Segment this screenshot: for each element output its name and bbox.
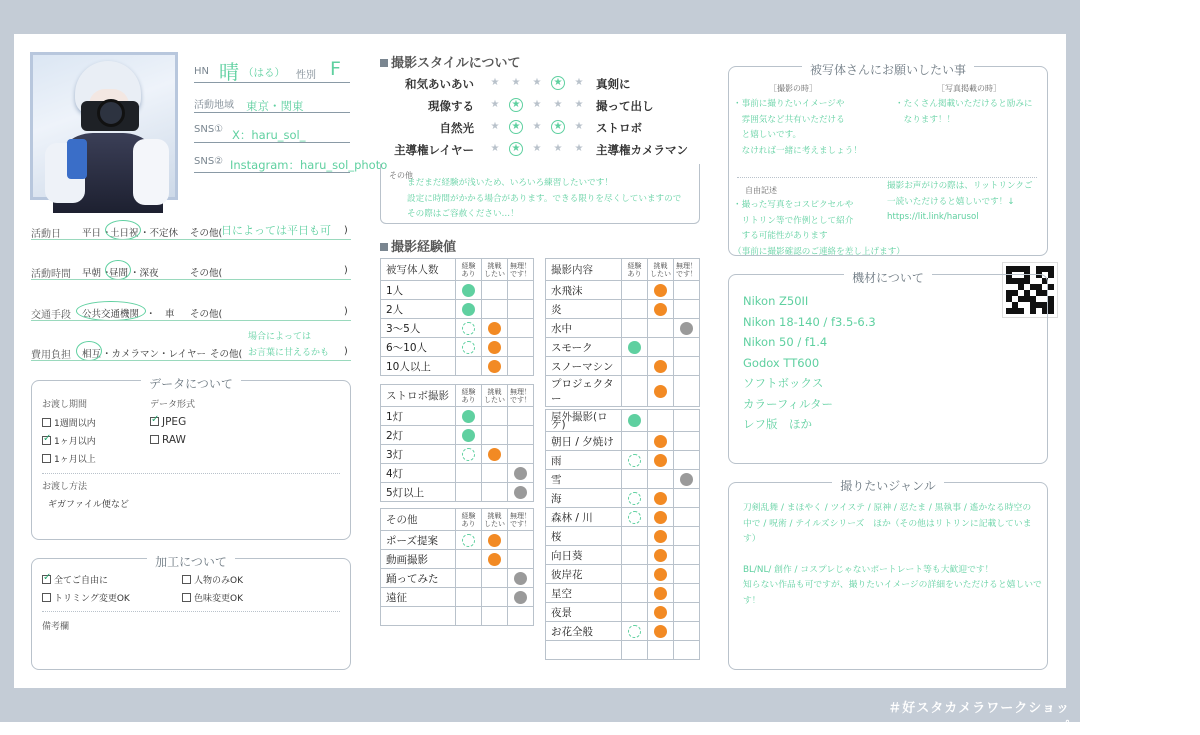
style-title: 撮影スタイルについて (380, 52, 520, 71)
post-text: ・たくさん掲載いただけると励みに なります！！ (895, 99, 1033, 125)
exp-mark (628, 492, 641, 505)
transport-selected-circle (76, 301, 146, 321)
format-raw-checkbox[interactable] (150, 435, 159, 444)
activity-time-label: 活動時間 (31, 269, 71, 280)
exp-mark (628, 414, 641, 427)
exp-mark (654, 625, 667, 638)
sns1-label: SNS① (194, 124, 224, 135)
exp-mark (654, 303, 667, 316)
time-night: ・深夜 (130, 268, 159, 279)
format-raw[interactable]: RAW (150, 434, 186, 446)
equipment-list: Nikon Z50II Nikon 18-140 / f3.5-6.3 Nikon 50 / f1.4 Godox TT600 ソフトボックス カラーフィルター レフ版 ほか (743, 294, 876, 431)
exp-mark (654, 549, 667, 562)
exp-col-header: 挑戦 したい (482, 259, 508, 281)
style-row-mood: 和気あいあい ★ ★ ★ ★ ★ 真剣に (405, 77, 631, 91)
proc-color-checkbox[interactable] (182, 593, 191, 602)
exp-mark (462, 410, 475, 423)
days-other-label: その他( (190, 228, 223, 239)
days-weekend: 土日祝 (110, 228, 139, 239)
time-daytime: 昼間 (109, 268, 129, 279)
activity-days-label: 活動日 (31, 229, 61, 240)
exp-mark (654, 587, 667, 600)
profile-sheet (14, 34, 1066, 688)
days-selected-circle (105, 220, 141, 240)
table-row: 夜景 (546, 603, 700, 622)
table-row: 朝日 / 夕焼け (546, 432, 700, 451)
proc-trimming[interactable]: トリミング変更OK (42, 591, 130, 604)
exp-col-header: 無理！ です！ (508, 259, 534, 281)
exp-mark (680, 473, 693, 486)
processing-section (31, 555, 351, 670)
transport-other-label: その他( (190, 309, 223, 320)
table-row: お花全般 (546, 622, 700, 641)
free-text: ・撮った写真をコスピクセルや リトリン等で作例として紹介 する可能性があります （事前に撮影確認のご連絡を差し上げます） (733, 200, 905, 257)
table-row (546, 641, 700, 660)
hn-reading: （はる） (243, 67, 285, 79)
table-row: 踊ってみた (381, 569, 534, 588)
exp-mark (488, 341, 501, 354)
table-row: プロジェクター (546, 376, 700, 407)
style-row-lead: 主導権レイヤー ★ ★ ★ ★ ★ 主導権カメラマン (394, 143, 688, 157)
table-row: 6～10人 (381, 338, 534, 357)
exp-mark (680, 322, 693, 335)
table-row: 炎 (546, 300, 700, 319)
days-close: ) (344, 225, 348, 236)
exp-mark (462, 284, 475, 297)
hn-value: 晴 (219, 60, 239, 84)
exp-table-header: 被写体人数 (381, 259, 456, 281)
period-over-1month-checkbox[interactable] (42, 454, 51, 463)
exp-col-header: 経験 あり (456, 259, 482, 281)
style-develop-selected: ★ (509, 98, 523, 112)
notes-label: 備考欄 (42, 622, 70, 632)
equipment-title: 機材について (844, 271, 932, 285)
days-sep: ・ (102, 228, 112, 239)
exp-mark (514, 572, 527, 585)
table-row: 雨 (546, 451, 700, 470)
table-row: 5灯以上 (381, 483, 534, 502)
profile-photo (30, 52, 178, 200)
exp-table-strobe (380, 384, 534, 502)
transport-car: ・ 車 (146, 309, 175, 320)
table-row: 2灯 (381, 426, 534, 445)
data-section (31, 377, 351, 540)
table-row: 3灯 (381, 445, 534, 464)
exp-mark (462, 303, 475, 316)
exp-mark (488, 534, 501, 547)
exp-col-header: 経験 あり (456, 509, 482, 531)
exp-table-header: 撮影内容 (546, 259, 622, 281)
gender-label: 性別 (296, 70, 316, 81)
area-value: 東京・関東 (246, 99, 304, 113)
table-row: 彼岸花 (546, 565, 700, 584)
exp-mark (514, 467, 527, 480)
exp-mark (654, 492, 667, 505)
shoot-text: ・事前に撮りたいイメージや 雰囲気など共有いただける と嬉しいです。 なければ一緒に考えましょう！ (733, 99, 862, 156)
style-light-selected-2: ★ (551, 120, 565, 134)
table-row: 水飛沫 (546, 281, 700, 300)
style-row-light: 自然光 ★ ★ ★ ★ ★ ストロボ (439, 121, 642, 135)
exp-mark (654, 606, 667, 619)
exp-mark (654, 511, 667, 524)
exp-mark (488, 553, 501, 566)
exp-mark (628, 625, 641, 638)
period-1week-checkbox[interactable] (42, 418, 51, 427)
proc-color[interactable]: 色味変更OK (182, 591, 243, 604)
exp-mark (462, 322, 475, 335)
period-1month-checkbox[interactable] (42, 436, 51, 445)
time-other-label: その他( (190, 268, 223, 279)
table-row: スノーマシン (546, 357, 700, 376)
table-row: 雪 (546, 470, 700, 489)
exp-col-header: 経験 あり (456, 385, 482, 407)
free-label: 自由記述 (745, 186, 777, 195)
exp-mark (628, 454, 641, 467)
style-light-selected-1: ★ (509, 120, 523, 134)
exp-col-header: 挑戦 したい (648, 259, 674, 281)
exp-col-header (648, 410, 674, 432)
table-row: 海 (546, 489, 700, 508)
style-other-text: まだまだ経験が浅いため、いろいろ練習したいです！ 設定に時間がかかる場合があります。できる限りを尽くしていますので その際はご容赦ください…！ (407, 178, 682, 219)
exp-col-header (622, 410, 648, 432)
transport-label: 交通手段 (31, 310, 71, 321)
table-row: 向日葵 (546, 546, 700, 565)
exp-table-outdoor (545, 409, 700, 660)
exp-mark (514, 486, 527, 499)
format-label: データ形式 (150, 400, 196, 410)
format-jpeg-checkbox[interactable] (150, 417, 159, 426)
period-label: お渡し期間 (42, 400, 88, 410)
cost-other-value-2: お言葉に甘えるかも (248, 348, 330, 358)
exp-mark (654, 530, 667, 543)
genres-title: 撮りたいジャンル (832, 479, 943, 493)
exp-mark (654, 385, 667, 398)
table-row: 4灯 (381, 464, 534, 483)
exp-mark (514, 591, 527, 604)
data-section-title: データについて (141, 377, 241, 391)
exp-mark (488, 448, 501, 461)
exp-mark (462, 341, 475, 354)
table-row: 森林 / 川 (546, 508, 700, 527)
proc-trimming-checkbox[interactable] (42, 593, 51, 602)
exp-table-content (545, 258, 700, 407)
footer-hashtag: ＃好スタカメラワークショップ (888, 701, 1070, 735)
equipment-section (728, 271, 1048, 464)
gender-value: F (330, 58, 341, 80)
exp-mark (488, 360, 501, 373)
cost-other-value-1: 場合によっては (248, 332, 312, 342)
exp-mark (654, 454, 667, 467)
transport-public: 公共交通機関 (82, 309, 140, 320)
table-row: 10人以上 (381, 357, 534, 376)
days-other-value: 日によっては平日も可 (221, 224, 331, 237)
exp-mark (654, 435, 667, 448)
processing-title: 加工について (147, 555, 235, 569)
exp-mark (462, 448, 475, 461)
method-value: ギガファイル便など (48, 500, 129, 510)
exp-col-header (674, 410, 700, 432)
proc-person-only-checkbox[interactable] (182, 575, 191, 584)
period-over-1month[interactable]: 1ヶ月以上 (42, 452, 96, 465)
post-header: ［写真掲載の時］ (937, 84, 1001, 93)
hn-label: HN (194, 66, 209, 77)
table-row: 2人 (381, 300, 534, 319)
exp-mark (654, 568, 667, 581)
cost-label: 費用負担 (31, 350, 71, 361)
cost-camera-layer: ・カメラマン・レイヤー (102, 349, 207, 360)
link-text: 撮影お声がけの際は、リットリンクご 一読いただけると嬉しいです！↓ https://lit.link/harusol (887, 181, 1033, 222)
exp-mark (628, 341, 641, 354)
exp-col-header: 無理！ です！ (508, 509, 534, 531)
transport-close: ) (344, 306, 348, 317)
table-row (381, 607, 534, 626)
exp-col-header: 経験 あり (622, 259, 648, 281)
sns2-value: Instagram：haru_sol_photo (230, 158, 388, 172)
sns2-label: SNS② (194, 156, 224, 167)
days-irregular: ・不定休 (140, 228, 179, 239)
exp-mark (462, 429, 475, 442)
exp-table-other (380, 508, 534, 626)
time-morning: 早朝 (82, 268, 102, 279)
exp-table-header: その他 (381, 509, 456, 531)
cost-close: ) (344, 346, 348, 357)
exp-col-header: 無理！ です！ (508, 385, 534, 407)
sns1-value: X：haru_sol_ (232, 128, 306, 142)
table-row: 桜 (546, 527, 700, 546)
proc-all-free[interactable]: ✓全てご自由に (42, 573, 108, 586)
days-weekday: 平日 (82, 228, 102, 239)
exp-col-header: 無理！ です！ (674, 259, 700, 281)
exp-mark (654, 284, 667, 297)
style-rows (380, 74, 710, 162)
requests-title: 被写体さんにお願いしたい事 (802, 63, 974, 77)
period-1month[interactable]: ✓1ヶ月以内 (42, 434, 96, 447)
shoot-header: ［撮影の時］ (769, 84, 817, 93)
exp-mark (488, 322, 501, 335)
exp-table-header: ストロボ撮影 (381, 385, 456, 407)
table-row: 動画撮影 (381, 550, 534, 569)
style-other-box (380, 164, 700, 224)
cost-other-label: その他( (210, 349, 243, 360)
cost-mutual: 相互 (82, 349, 102, 360)
exp-table-header: 屋外撮影(ロケ) (546, 410, 622, 432)
table-row: 3～5人 (381, 319, 534, 338)
table-row: 1人 (381, 281, 534, 300)
genres-section (728, 479, 1048, 670)
experience-title: 撮影経験値 (380, 236, 456, 255)
time-close: ) (344, 265, 348, 276)
proc-all-free-checkbox[interactable] (42, 575, 51, 584)
table-row: 遠征 (381, 588, 534, 607)
exp-table-people (380, 258, 534, 376)
format-jpeg[interactable]: ✓JPEG (150, 416, 186, 428)
area-label: 活動地域 (194, 100, 234, 111)
exp-mark (654, 360, 667, 373)
table-row: 星空 (546, 584, 700, 603)
exp-mark (628, 511, 641, 524)
style-mood-selected: ★ (551, 76, 565, 90)
exp-mark (462, 534, 475, 547)
requests-section (728, 63, 1048, 257)
exp-col-header: 挑戦 したい (482, 509, 508, 531)
table-row: 水中 (546, 319, 700, 338)
proc-person-only[interactable]: 人物のみOK (182, 573, 243, 586)
period-1week[interactable]: 1週間以内 (42, 416, 96, 429)
style-lead-selected: ★ (509, 142, 523, 156)
style-other-label: その他 (389, 171, 413, 180)
table-row: ポーズ提案 (381, 531, 534, 550)
style-row-develop: 現像する ★ ★ ★ ★ ★ 撮って出し (428, 99, 654, 113)
exp-col-header: 挑戦 したい (482, 385, 508, 407)
time-sep: ・ (102, 268, 112, 279)
table-row: 1灯 (381, 407, 534, 426)
time-selected-circle (105, 260, 131, 280)
method-label: お渡し方法 (42, 482, 88, 492)
table-row: スモーク (546, 338, 700, 357)
cost-selected-circle (76, 341, 102, 361)
genres-text: 刀剣乱舞 / まほやく / ツイステ / 原神 / 忍たま / 黒執事 / 遙かなる時空の 中で / 呪術 / テイルズシリーズ ほか（その他はリトリンに記載していま す） BL/NL/ 創作 / コスプレじゃないポートレート等も大歓迎です！ 知らない作品も可ですが、撮りたいイメージの詳細をいただけると嬉しいで す！ (743, 503, 1042, 606)
